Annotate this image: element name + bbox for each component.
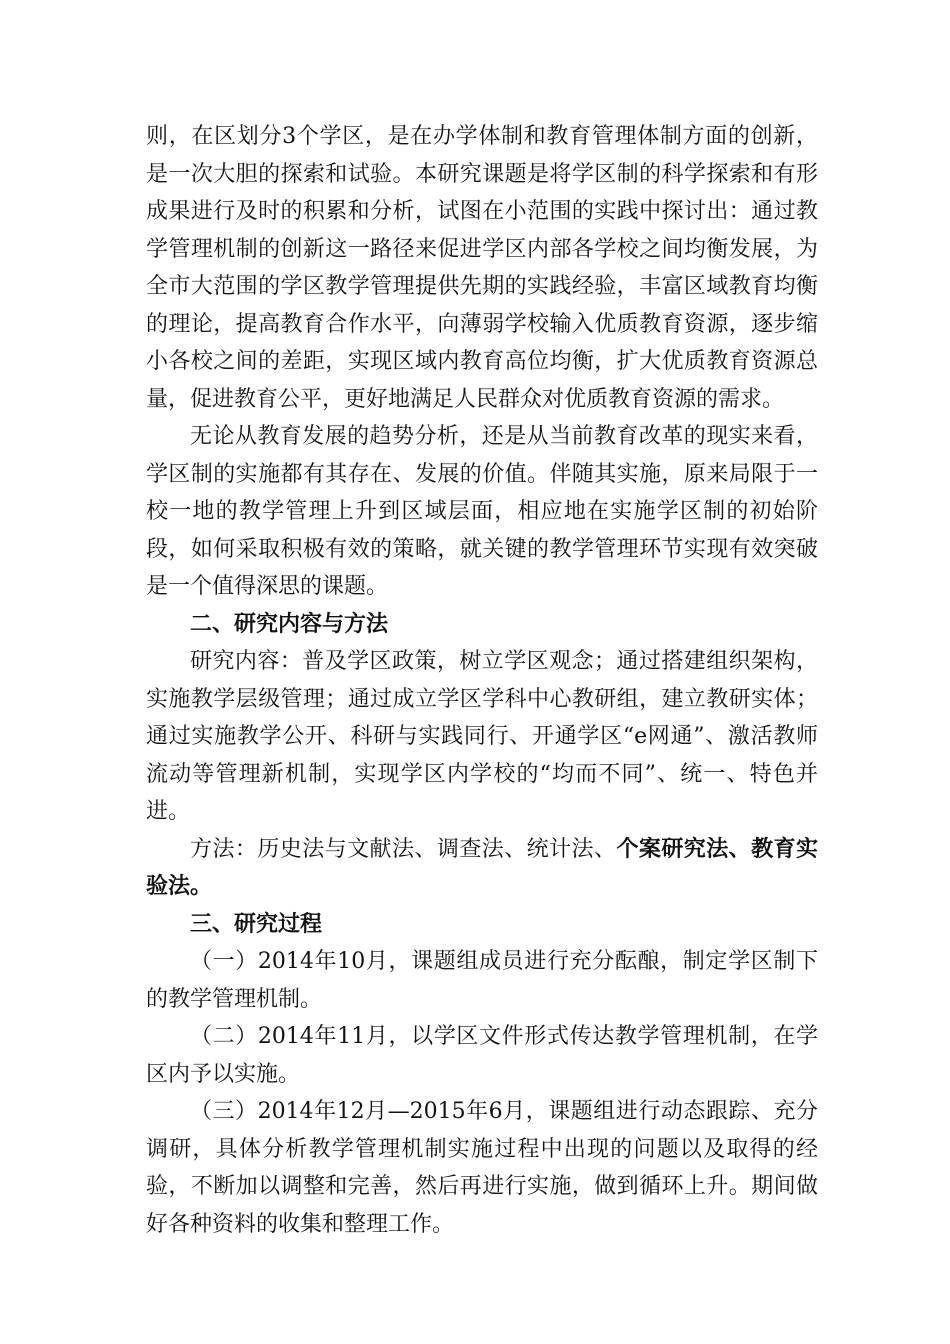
- process-step-3: （三）2014年12月—2015年6月，课题组进行动态跟踪、充分调研，具体分析教学管理机制实施过程中出现的问题以及取得的经验，不断加以调整和完善，然后再进行实施，做到循环上升。期间做好各种资料的收集和整理工作。: [146, 1099, 818, 1237]
- process-step-2: （二）2014年11月，以学区文件形式传达教学管理机制，在学区内予以实施。: [146, 1024, 818, 1087]
- methods-bold-text: 个案研究法、教育实验法。: [146, 835, 818, 899]
- paragraph-intro-continued: 则，在区划分3个学区，是在办学体制和教育管理体制方面的创新，是一次大胆的探索和试验。本研究课题是将学区制的科学探索和有形成果进行及时的积累和分析，试图在小范围的实践中探讨出：通过教学管理机制的创新这一路径来促进学区内部各学校之间均衡发展，为全市大范围的学区教学管理提供先期的实践经验，丰富区域教育均衡的理论，提高教育合作水平，向薄弱学校输入优质教育资源，逐步缩小各校之间的差距，实现区域内教育高位均衡，扩大优质教育资源总量，促进教育公平，更好地满足人民群众对优质教育资源的需求。: [146, 124, 818, 412]
- section-heading-content-methods: 二、研究内容与方法: [190, 610, 389, 637]
- section-heading-process: 三、研究过程: [190, 910, 323, 937]
- process-step-1: （一）2014年10月，课题组成员进行充分酝酿，制定学区制下的教学管理机制。: [146, 949, 818, 1012]
- paragraph-methods: [146, 831, 818, 906]
- document-page: [146, 118, 818, 1243]
- paragraph-significance: 无论从教育发展的趋势分析，还是从当前教育改革的现实来看，学区制的实施都有其存在、发展的价值。伴随其实施，原来局限于一校一地的教学管理上升到区域层面，相应地在实施学区制的初始阶段，如何采取积极有效的策略，就关键的教学管理环节实现有效突破是一个值得深思的课题。: [146, 424, 818, 599]
- methods-text: 方法：历史法与文献法、调查法、统计法、: [190, 836, 617, 862]
- paragraph-research-content: 研究内容：普及学区政策，树立学区观念；通过搭建组织架构，实施教学层级管理；通过成立学区学科中心教研组，建立教研实体；通过实施教学公开、科研与实践同行、开通学区“e网通”、激活教师流动等管理新机制，实现学区内学校的“均而不同”、统一、特色并进。: [146, 649, 818, 824]
